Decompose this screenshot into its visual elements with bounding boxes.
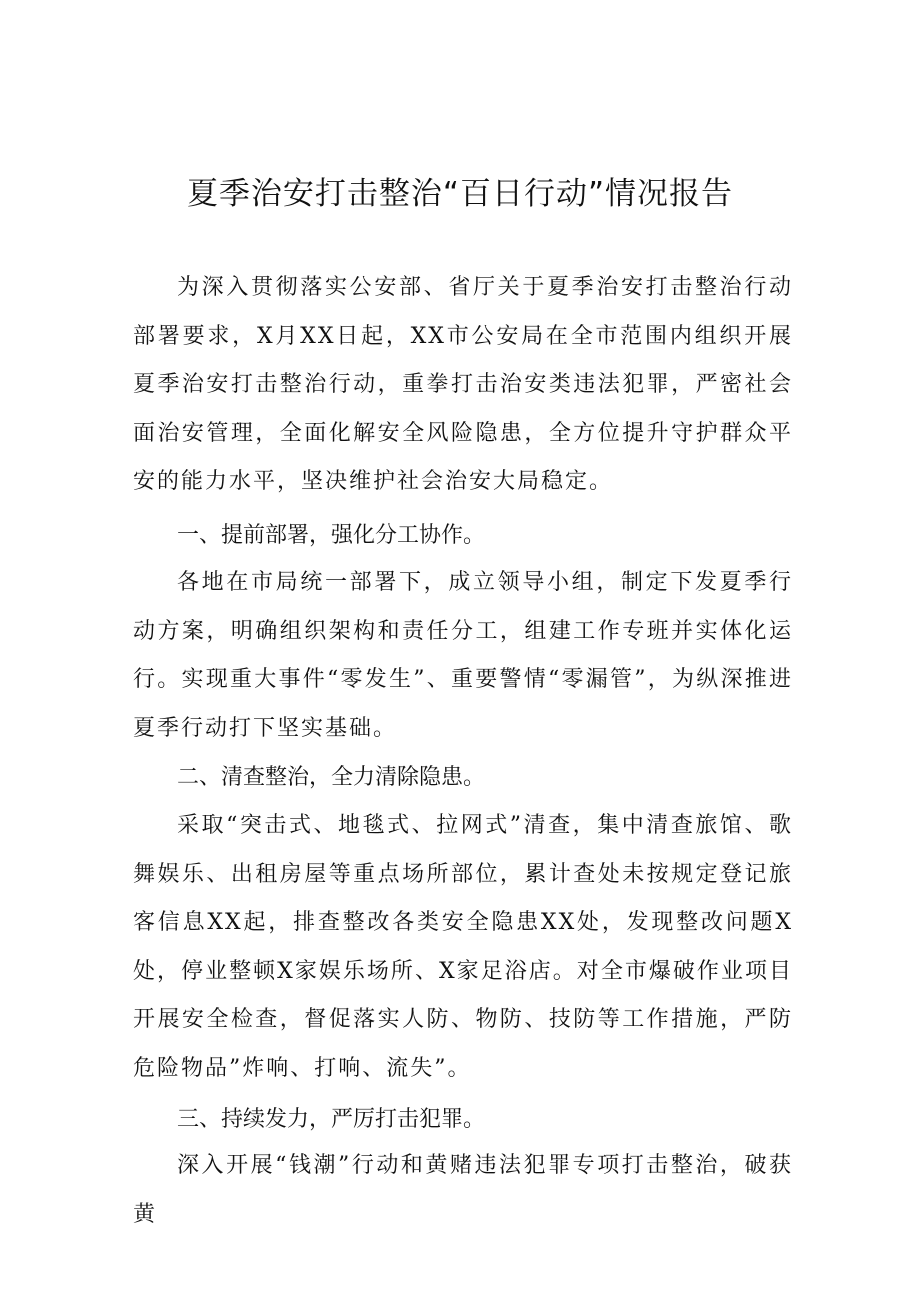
document-title: 夏季治安打击整治“百日行动”情况报告 bbox=[186, 176, 734, 212]
intro-paragraph: 为深入贯彻落实公安部、省厅关于夏季治安打击整治行动部署要求，X月XX日起，XX市公安局在全市范围内组织开展夏季治安打击整治行动，重拳打击治安类违法犯罪，严密社会面治安管理，全面化解安全风险隐患，全方位提升守护群众平安的能力水平，坚决维护社会治安大局稳定。 bbox=[133, 275, 793, 494]
section-2-paragraph: 采取“突击式、地毯式、拉网式”清查，集中清查旅馆、歌舞娱乐、出租房屋等重点场所部位，累计查处未按规定登记旅客信息XX起，排查整改各类安全隐患XX处，发现整改问题X处，停业整顿X家娱乐场所、X家足浴店。对全市爆破作业项目开展安全检查，督促落实人防、物防、技防等工作措施，严防危险物品”炸响、打响、流失”。 bbox=[133, 813, 793, 1081]
section-heading-1: 一、提前部署，强化分工协作。 bbox=[177, 523, 486, 548]
section-1-paragraph: 各地在市局统一部署下，成立领导小组，制定下发夏季行动方案，明确组织架构和责任分工，组建工作专班并实体化运行。实现重大事件“零发生”、重要警情“零漏管”，为纵深推进夏季行动打下坚实基础。 bbox=[133, 570, 793, 741]
section-heading-2: 二、清查整治，全力清除隐患。 bbox=[177, 765, 486, 790]
section-3-paragraph: 深入开展“钱潮”行动和黄赌违法犯罪专项打击整治，破获黄 bbox=[133, 1153, 793, 1227]
section-heading-3: 三、持续发力，严厉打击犯罪。 bbox=[177, 1107, 486, 1132]
